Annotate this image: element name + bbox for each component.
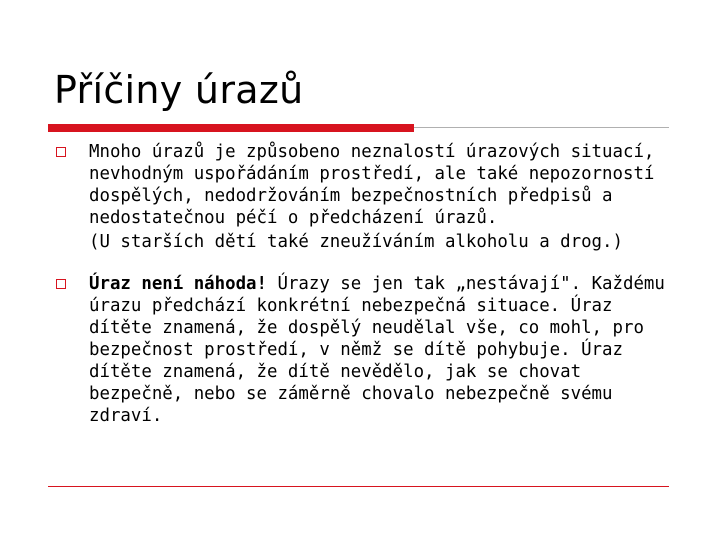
bullet-text: [89, 141, 674, 229]
square-bullet-icon: [56, 279, 66, 289]
slide-title: Příčiny úrazů: [54, 68, 304, 112]
footer-divider-line: [48, 486, 669, 487]
bullet-text: [89, 273, 674, 427]
square-bullet-icon: [56, 147, 66, 157]
bullet-lead-emphasis: Úraz není náhoda!: [89, 274, 267, 294]
bullet-body: Úrazy se jen tak „nestávají". Každému úrazu předchází konkrétní nebezpečná situace. Úraz dítěte znamená, že dospělý neudělal vše, co mohl, pro bezpečnost prostředí, v němž se dítě pohybuje. Úraz dítěte znamená, že dítě nevědělo, jak se chovat bezpečně, nebo se záměrně chovalo nebezpečně svému zdraví.: [89, 274, 665, 426]
title-accent-bar: [48, 124, 414, 132]
title-divider-line: [414, 127, 669, 128]
bullet-body: Mnoho úrazů je způsobeno neznalostí úrazových situací, nevhodným uspořádáním prostředí, ale také nepozorností dospělých, nedodržováním bezpečnostních předpisů a nedostatečnou péčí o předcházení úrazů.: [89, 142, 655, 228]
bullet-note: (U starších dětí také zneužíváním alkoholu a drog.): [89, 232, 623, 252]
bullet-item-causes: [54, 141, 674, 253]
bullet-list: [54, 141, 674, 427]
bullet-item-not-accident: [54, 273, 674, 427]
